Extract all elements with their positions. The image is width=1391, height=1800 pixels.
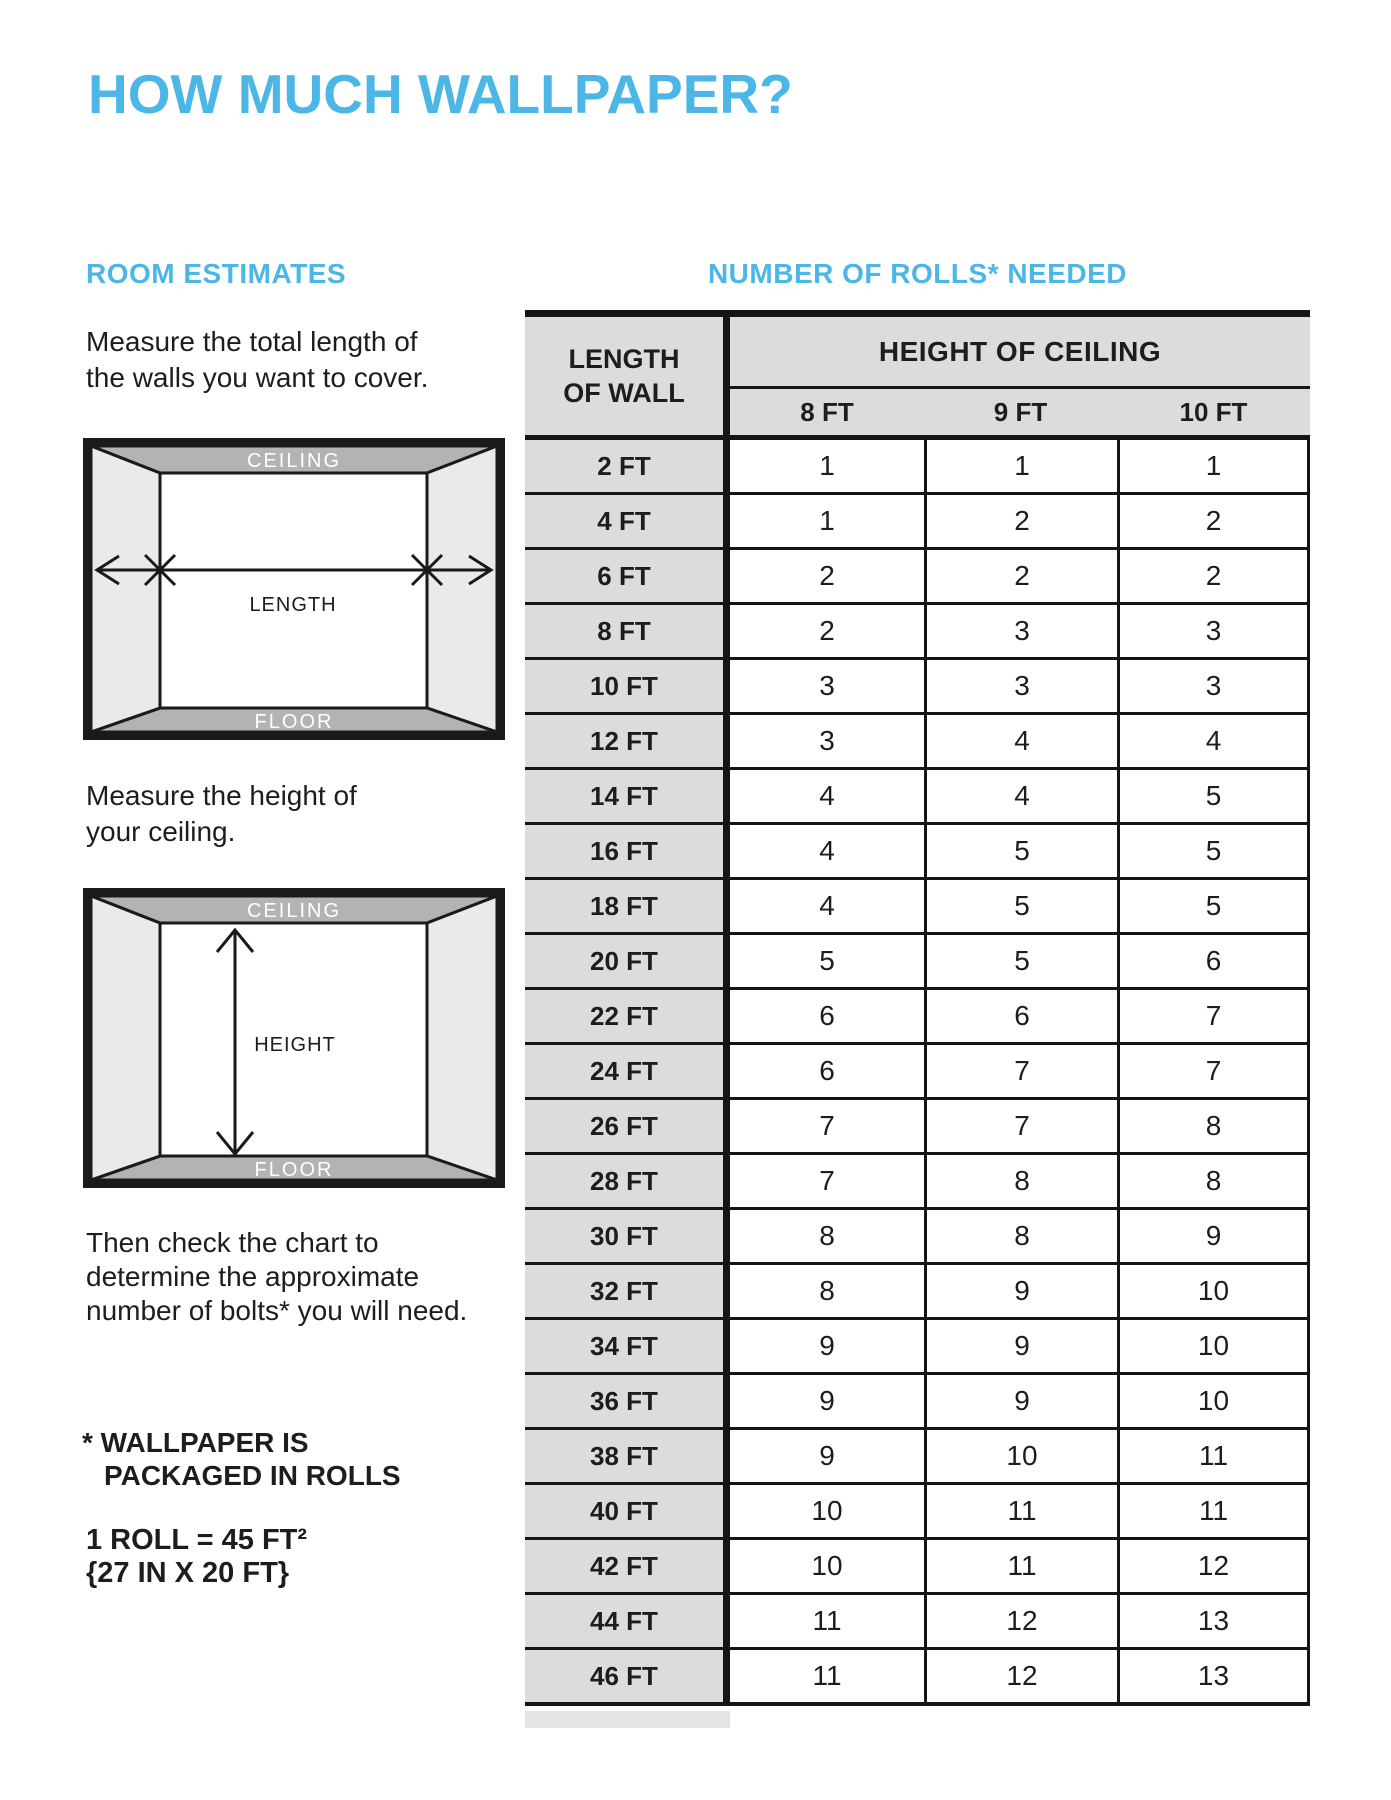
- ceiling-label: CEILING: [246, 900, 342, 922]
- row-label: 16 FT: [525, 825, 730, 877]
- cell-8ft: 9: [730, 1430, 924, 1482]
- table-row: [525, 1650, 1310, 1702]
- cell-8ft: 4: [730, 880, 924, 932]
- table-row: [525, 1045, 1310, 1100]
- cell-9ft: 1: [924, 440, 1117, 492]
- cell-8ft: 1: [730, 440, 924, 492]
- table-row: [525, 1100, 1310, 1155]
- table-body: [525, 440, 1310, 1702]
- paragraph-line: the walls you want to cover.: [86, 362, 429, 393]
- cell-10ft: 5: [1117, 825, 1310, 877]
- row-label: 4 FT: [525, 495, 730, 547]
- table-row: [525, 715, 1310, 770]
- row-label: 20 FT: [525, 935, 730, 987]
- table-row: [525, 1430, 1310, 1485]
- table-row: [525, 1265, 1310, 1320]
- row-label: 12 FT: [525, 715, 730, 767]
- cell-9ft: 3: [924, 660, 1117, 712]
- note-line: * WALLPAPER IS: [82, 1427, 309, 1458]
- cell-10ft: 1: [1117, 440, 1310, 492]
- row-label: 38 FT: [525, 1430, 730, 1482]
- cell-8ft: 3: [730, 660, 924, 712]
- table-row: [525, 1210, 1310, 1265]
- cell-10ft: 2: [1117, 550, 1310, 602]
- header-line: LENGTH: [568, 344, 680, 374]
- cell-9ft: 8: [924, 1155, 1117, 1207]
- note-line: PACKAGED IN ROLLS: [104, 1460, 401, 1491]
- cell-10ft: 11: [1117, 1485, 1310, 1537]
- cell-9ft: 4: [924, 715, 1117, 767]
- cell-9ft: 11: [924, 1485, 1117, 1537]
- roll-size-line: 1 ROLL = 45 FT²: [86, 1524, 308, 1556]
- room-estimates-heading: ROOM ESTIMATES: [86, 258, 347, 289]
- cell-8ft: 6: [730, 990, 924, 1042]
- cell-8ft: 3: [730, 715, 924, 767]
- cell-9ft: 11: [924, 1540, 1117, 1592]
- row-label: 2 FT: [525, 440, 730, 492]
- cell-8ft: 10: [730, 1485, 924, 1537]
- table-row: [525, 770, 1310, 825]
- row-label: 30 FT: [525, 1210, 730, 1262]
- cell-9ft: 5: [924, 935, 1117, 987]
- cell-10ft: 3: [1117, 660, 1310, 712]
- row-label: 10 FT: [525, 660, 730, 712]
- row-label: 14 FT: [525, 770, 730, 822]
- col-header-9ft: 9 FT: [993, 396, 1048, 427]
- cell-10ft: 7: [1117, 1045, 1310, 1097]
- cell-10ft: 10: [1117, 1320, 1310, 1372]
- cell-9ft: 4: [924, 770, 1117, 822]
- left-wall-face: [91, 896, 160, 1180]
- cell-10ft: 12: [1117, 1540, 1310, 1592]
- cell-9ft: 12: [924, 1595, 1117, 1647]
- table-row: [525, 550, 1310, 605]
- right-wall-face: [427, 896, 497, 1180]
- cell-8ft: 8: [730, 1265, 924, 1317]
- left-wall-face: [91, 446, 160, 732]
- table-row: [525, 1595, 1310, 1650]
- cell-10ft: 6: [1117, 935, 1310, 987]
- cell-9ft: 9: [924, 1320, 1117, 1372]
- table-row: [525, 935, 1310, 990]
- row-label: 32 FT: [525, 1265, 730, 1317]
- cell-10ft: 10: [1117, 1375, 1310, 1427]
- table-row: [525, 1540, 1310, 1595]
- cell-10ft: 8: [1117, 1155, 1310, 1207]
- cell-8ft: 11: [730, 1650, 924, 1702]
- cell-9ft: 2: [924, 550, 1117, 602]
- table-header: [525, 317, 1310, 440]
- length-label: LENGTH: [249, 594, 337, 616]
- cell-10ft: 8: [1117, 1100, 1310, 1152]
- table-row: [525, 880, 1310, 935]
- cell-9ft: 9: [924, 1265, 1117, 1317]
- cell-8ft: 6: [730, 1045, 924, 1097]
- cell-9ft: 2: [924, 495, 1117, 547]
- cell-8ft: 7: [730, 1155, 924, 1207]
- row-label: 22 FT: [525, 990, 730, 1042]
- row-label: 8 FT: [525, 605, 730, 657]
- row-label: 28 FT: [525, 1155, 730, 1207]
- cell-9ft: 8: [924, 1210, 1117, 1262]
- wallpaper-rolls-note: [82, 1426, 401, 1492]
- left-column-footer-strip: [525, 1711, 730, 1728]
- cell-8ft: 2: [730, 605, 924, 657]
- cell-8ft: 9: [730, 1375, 924, 1427]
- cell-10ft: 13: [1117, 1650, 1310, 1702]
- roll-size-info: [86, 1524, 307, 1590]
- row-label: 24 FT: [525, 1045, 730, 1097]
- cell-10ft: 9: [1117, 1210, 1310, 1262]
- row-label: 6 FT: [525, 550, 730, 602]
- cell-10ft: 4: [1117, 715, 1310, 767]
- cell-8ft: 4: [730, 770, 924, 822]
- height-of-ceiling-header-group: [730, 317, 1310, 435]
- cell-8ft: 4: [730, 825, 924, 877]
- cell-10ft: 2: [1117, 495, 1310, 547]
- ceiling-height-columns: [730, 389, 1310, 435]
- table-row: [525, 1320, 1310, 1375]
- cell-10ft: 7: [1117, 990, 1310, 1042]
- length-of-wall-header: [525, 317, 730, 435]
- row-label: 42 FT: [525, 1540, 730, 1592]
- cell-10ft: 10: [1117, 1265, 1310, 1317]
- cell-9ft: 7: [924, 1045, 1117, 1097]
- room-height-diagram: [83, 888, 505, 1188]
- table-row: [525, 1375, 1310, 1430]
- row-label: 18 FT: [525, 880, 730, 932]
- cell-8ft: 1: [730, 495, 924, 547]
- col-header-8ft: 8 FT: [800, 396, 854, 427]
- table-row: [525, 440, 1310, 495]
- measure-length-paragraph: [86, 324, 428, 396]
- row-label: 26 FT: [525, 1100, 730, 1152]
- row-label: 44 FT: [525, 1595, 730, 1647]
- rolls-needed-table: [525, 310, 1310, 1706]
- cell-9ft: 12: [924, 1650, 1117, 1702]
- table-row: [525, 825, 1310, 880]
- cell-8ft: 11: [730, 1595, 924, 1647]
- cell-8ft: 9: [730, 1320, 924, 1372]
- table-row: [525, 660, 1310, 715]
- row-label: 40 FT: [525, 1485, 730, 1537]
- back-wall-face: [160, 473, 427, 708]
- row-label: 34 FT: [525, 1320, 730, 1372]
- room-length-diagram: [83, 438, 505, 740]
- paragraph-line: Then check the chart to: [86, 1227, 379, 1258]
- cell-8ft: 8: [730, 1210, 924, 1262]
- cell-9ft: 10: [924, 1430, 1117, 1482]
- ceiling-label: CEILING: [246, 450, 342, 472]
- cell-9ft: 3: [924, 605, 1117, 657]
- table-row: [525, 990, 1310, 1045]
- table-row: [525, 495, 1310, 550]
- floor-label: FLOOR: [254, 711, 334, 733]
- table-row: [525, 1485, 1310, 1540]
- page-title: HOW MUCH WALLPAPER?: [88, 63, 793, 125]
- cell-10ft: 3: [1117, 605, 1310, 657]
- cell-10ft: 5: [1117, 880, 1310, 932]
- cell-9ft: 9: [924, 1375, 1117, 1427]
- row-label: 46 FT: [525, 1650, 730, 1702]
- header-line: OF WALL: [563, 378, 685, 408]
- floor-label: FLOOR: [254, 1159, 334, 1181]
- cell-9ft: 5: [924, 880, 1117, 932]
- cell-8ft: 2: [730, 550, 924, 602]
- cell-8ft: 10: [730, 1540, 924, 1592]
- paragraph-line: your ceiling.: [86, 816, 236, 847]
- paragraph-line: Measure the total length of: [86, 326, 418, 357]
- paragraph-line: Measure the height of: [86, 780, 357, 811]
- check-chart-paragraph: [86, 1226, 467, 1328]
- table-row: [525, 1155, 1310, 1210]
- cell-10ft: 13: [1117, 1595, 1310, 1647]
- roll-size-line: {27 IN X 20 FT}: [86, 1557, 290, 1589]
- rolls-table-title: NUMBER OF ROLLS* NEEDED: [707, 258, 1128, 289]
- cell-8ft: 5: [730, 935, 924, 987]
- paragraph-line: determine the approximate: [86, 1261, 420, 1292]
- cell-8ft: 7: [730, 1100, 924, 1152]
- height-label: HEIGHT: [254, 1034, 336, 1056]
- cell-9ft: 5: [924, 825, 1117, 877]
- col-header-10ft: 10 FT: [1179, 396, 1248, 427]
- right-wall-face: [427, 446, 497, 732]
- cell-9ft: 6: [924, 990, 1117, 1042]
- cell-10ft: 11: [1117, 1430, 1310, 1482]
- table-row: [525, 605, 1310, 660]
- cell-10ft: 5: [1117, 770, 1310, 822]
- cell-9ft: 7: [924, 1100, 1117, 1152]
- measure-height-paragraph: [86, 778, 357, 850]
- paragraph-line: number of bolts* you will need.: [86, 1295, 468, 1326]
- row-label: 36 FT: [525, 1375, 730, 1427]
- height-of-ceiling-header: HEIGHT OF CEILING: [730, 317, 1310, 389]
